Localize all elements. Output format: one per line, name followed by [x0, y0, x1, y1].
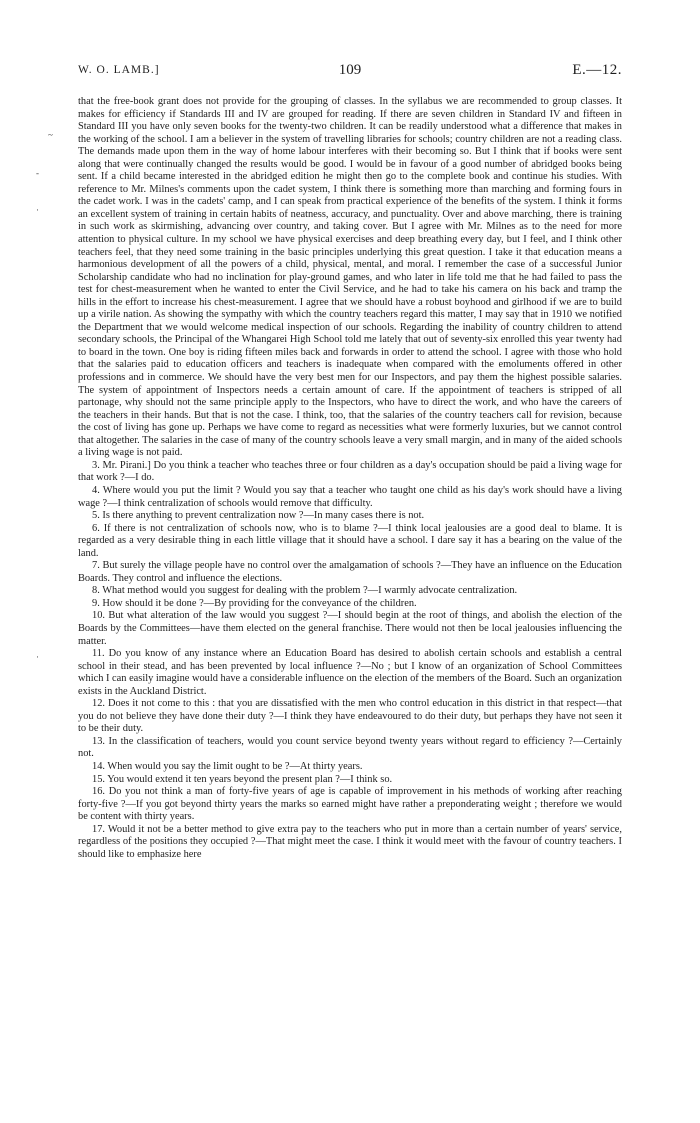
question-7: 7. But surely the village people have no control over the amalgamation of schools ?—They have an influence on the Education Boards. They control and influence the elections. — [78, 560, 622, 584]
page-header — [78, 64, 622, 84]
page-number: 109 — [338, 62, 362, 78]
question-5: 5. Is there anything to prevent centralization now ?—In many cases there is not. — [92, 510, 425, 522]
question-13: 13. In the classification of teachers, would you count service beyond twenty years without regard to efficiency ?—Certainly not. — [78, 735, 622, 760]
margin-mark: · — [36, 652, 39, 662]
margin-mark: ~ — [48, 130, 53, 140]
question-11: 11. Do you know of any instance where an Education Board has desired to abolish certain schools and establish a central school in their stead, and has been prevented by local influence ?—No ; but I know of an organization of School Committees which I can easily imagine would have a considerable influence on the election of the members of the Board. Such an organization exists in the Auckland District. — [78, 648, 622, 697]
question-8: 8. What method would you suggest for dealing with the problem ?—I warmly advocate centralization. — [92, 585, 518, 597]
question-3: 3. Mr. Pirani.] Do you think a teacher who teaches three or four children as a day's occupation should be paid a living wage for that work ?—I do. — [78, 459, 622, 484]
document-reference: E.—12. — [572, 62, 622, 78]
margin-mark: - — [36, 168, 39, 178]
question-16: 16. Do you not think a man of forty-five years of age is capable of improvement in his methods of working after reaching forty-five ?—If you got beyond thirty years the marks so earned might have rather a preponderating weight ; therefore we would be content with thirty years. — [78, 786, 622, 823]
margin-mark: · — [36, 205, 39, 215]
question-6: 6. If there is not centralization of schools now, who is to blame ?—I think local jealousies are a good deal to blame. It is regarded as a very desirable thing in each little village that it should have a school. I dare say it has a bearing on the value of the land. — [78, 522, 622, 559]
document-body — [78, 96, 622, 861]
header-author: W. O. LAMB.] — [78, 64, 160, 76]
question-9: 9. How should it be done ?—By providing for the conveyance of the children. — [92, 597, 417, 609]
question-4: 4. Where would you put the limit ? Would you say that a teacher who taught one child as his day's work should have a living wage ?—I think centralization of schools would remove that difficulty. — [78, 484, 622, 509]
question-14: 14. When would you say the limit ought to be ?—At thirty years. — [92, 760, 363, 772]
question-12: 12. Does it not come to this : that you are dissatisfied with the men who control education in this district in that respect—that you do not believe they have done their duty ?—I think they have endeavoured to do their duty, but perhaps they have not seen it to be their duty. — [78, 698, 622, 735]
question-15: 15. You would extend it ten years beyond the present plan ?—I think so. — [92, 773, 393, 785]
question-17: 17. Would it not be a better method to give extra pay to the teachers who put in more than a certain number of years' service, regardless of the positions they occupied ?—That might meet the case. I think it would meet with the favour of country teachers. I should like to emphasize here — [78, 823, 622, 860]
paragraph-testimony: that the free-book grant does not provide for the grouping of classes. In the syllabus we are recommended to group classes. It makes for efficiency if Standards III and IV are grouped for reading. If there are seven children in Standard IV and fifteen in Standard III you have only seven books for the twenty-two children. It can be readily understood what a difference that makes in the working of the school. I am a believer in the system of travelling libraries for schools; country children are not a reading class. The demands made upon them in the way of home labour interferes with their becoming so. But I think that if books were sent along that were continually changed the results would be good. I would be in favour of a good number of abridged books being sent. If a child became interested in the abridged edition he might then go to the complete book and continue his studies. With reference to Mr. Milnes's comments upon the cadet system, I think there is something more than marching and forming fours in the cadet work. I was in the cadets' camp, and I can speak from practical experience of the benefits of the system. I think it forms an excellent system of training in certain habits of neatness, accuracy, and punctuality. Over and above marching, there is training in such work as skirmishing, advancing over country, and taking cover. But I agree with Mr. Milnes as to the need for more attention to physical culture. In my school we have physical exercises and deep breathing every day, but I feel, and I think other teachers feel, that they need some training in the basic principles underlying this great question. I take it that education means a harmonious development of all the powers of a child, physical, mental, and moral. I remember the case of a successful Junior Scholarship candidate who had no inclination for play-ground games, and who later in life told me that he had failed to pass the test for chest-measurement when he wanted to enter the Civil Service, and he had to take his camera on his back and tramp the hills in the effort to increase his chest-measurement. I agree that we should have a robust boyhood and girlhood if we are to build up a virile nation. As showing the sympathy with which the country teachers regard this matter, I may say that in 1910 we notified the Department that we would welcome medical inspection of our schools. Regarding the inability of country children to attend secondary schools, the Principal of the Whangarei High School told me lately that out of seventy-six enrolled this year twenty had to board in the town. One boy is riding fifteen miles back and forwards in order to attend the school. I agree with those who hold that the salaries paid to education officers and teachers is inadequate when compared with the emoluments offered in other professions and in commerce. We should have the very best men for our Inspectors, and pay them the highest possible salaries. The system of appointment of Inspectors needs a certain amount of care. If the appointment of teachers is stripped of all partonage, why should not the same principle apply to the Inspectors, who have to direct the work, and who have the careers of the teachers in their hands. But that is not the case. I think, too, that the salaries of the country teachers call for revision, because the cost of living has gone up. Perhaps we have come to regard as necessities what were formerly luxuries, but we cannot control that altogether. The salaries in the case of many of the country schools leave a very small margin, and in many of the aided schools a living wage is not paid. — [78, 96, 622, 459]
question-10: 10. But what alteration of the law would you suggest ?—I should begin at the root of things, and abolish the election of the Boards by the Committees—have them elected on the general franchise. There would not then be local jealousies influencing the matter. — [78, 610, 622, 647]
